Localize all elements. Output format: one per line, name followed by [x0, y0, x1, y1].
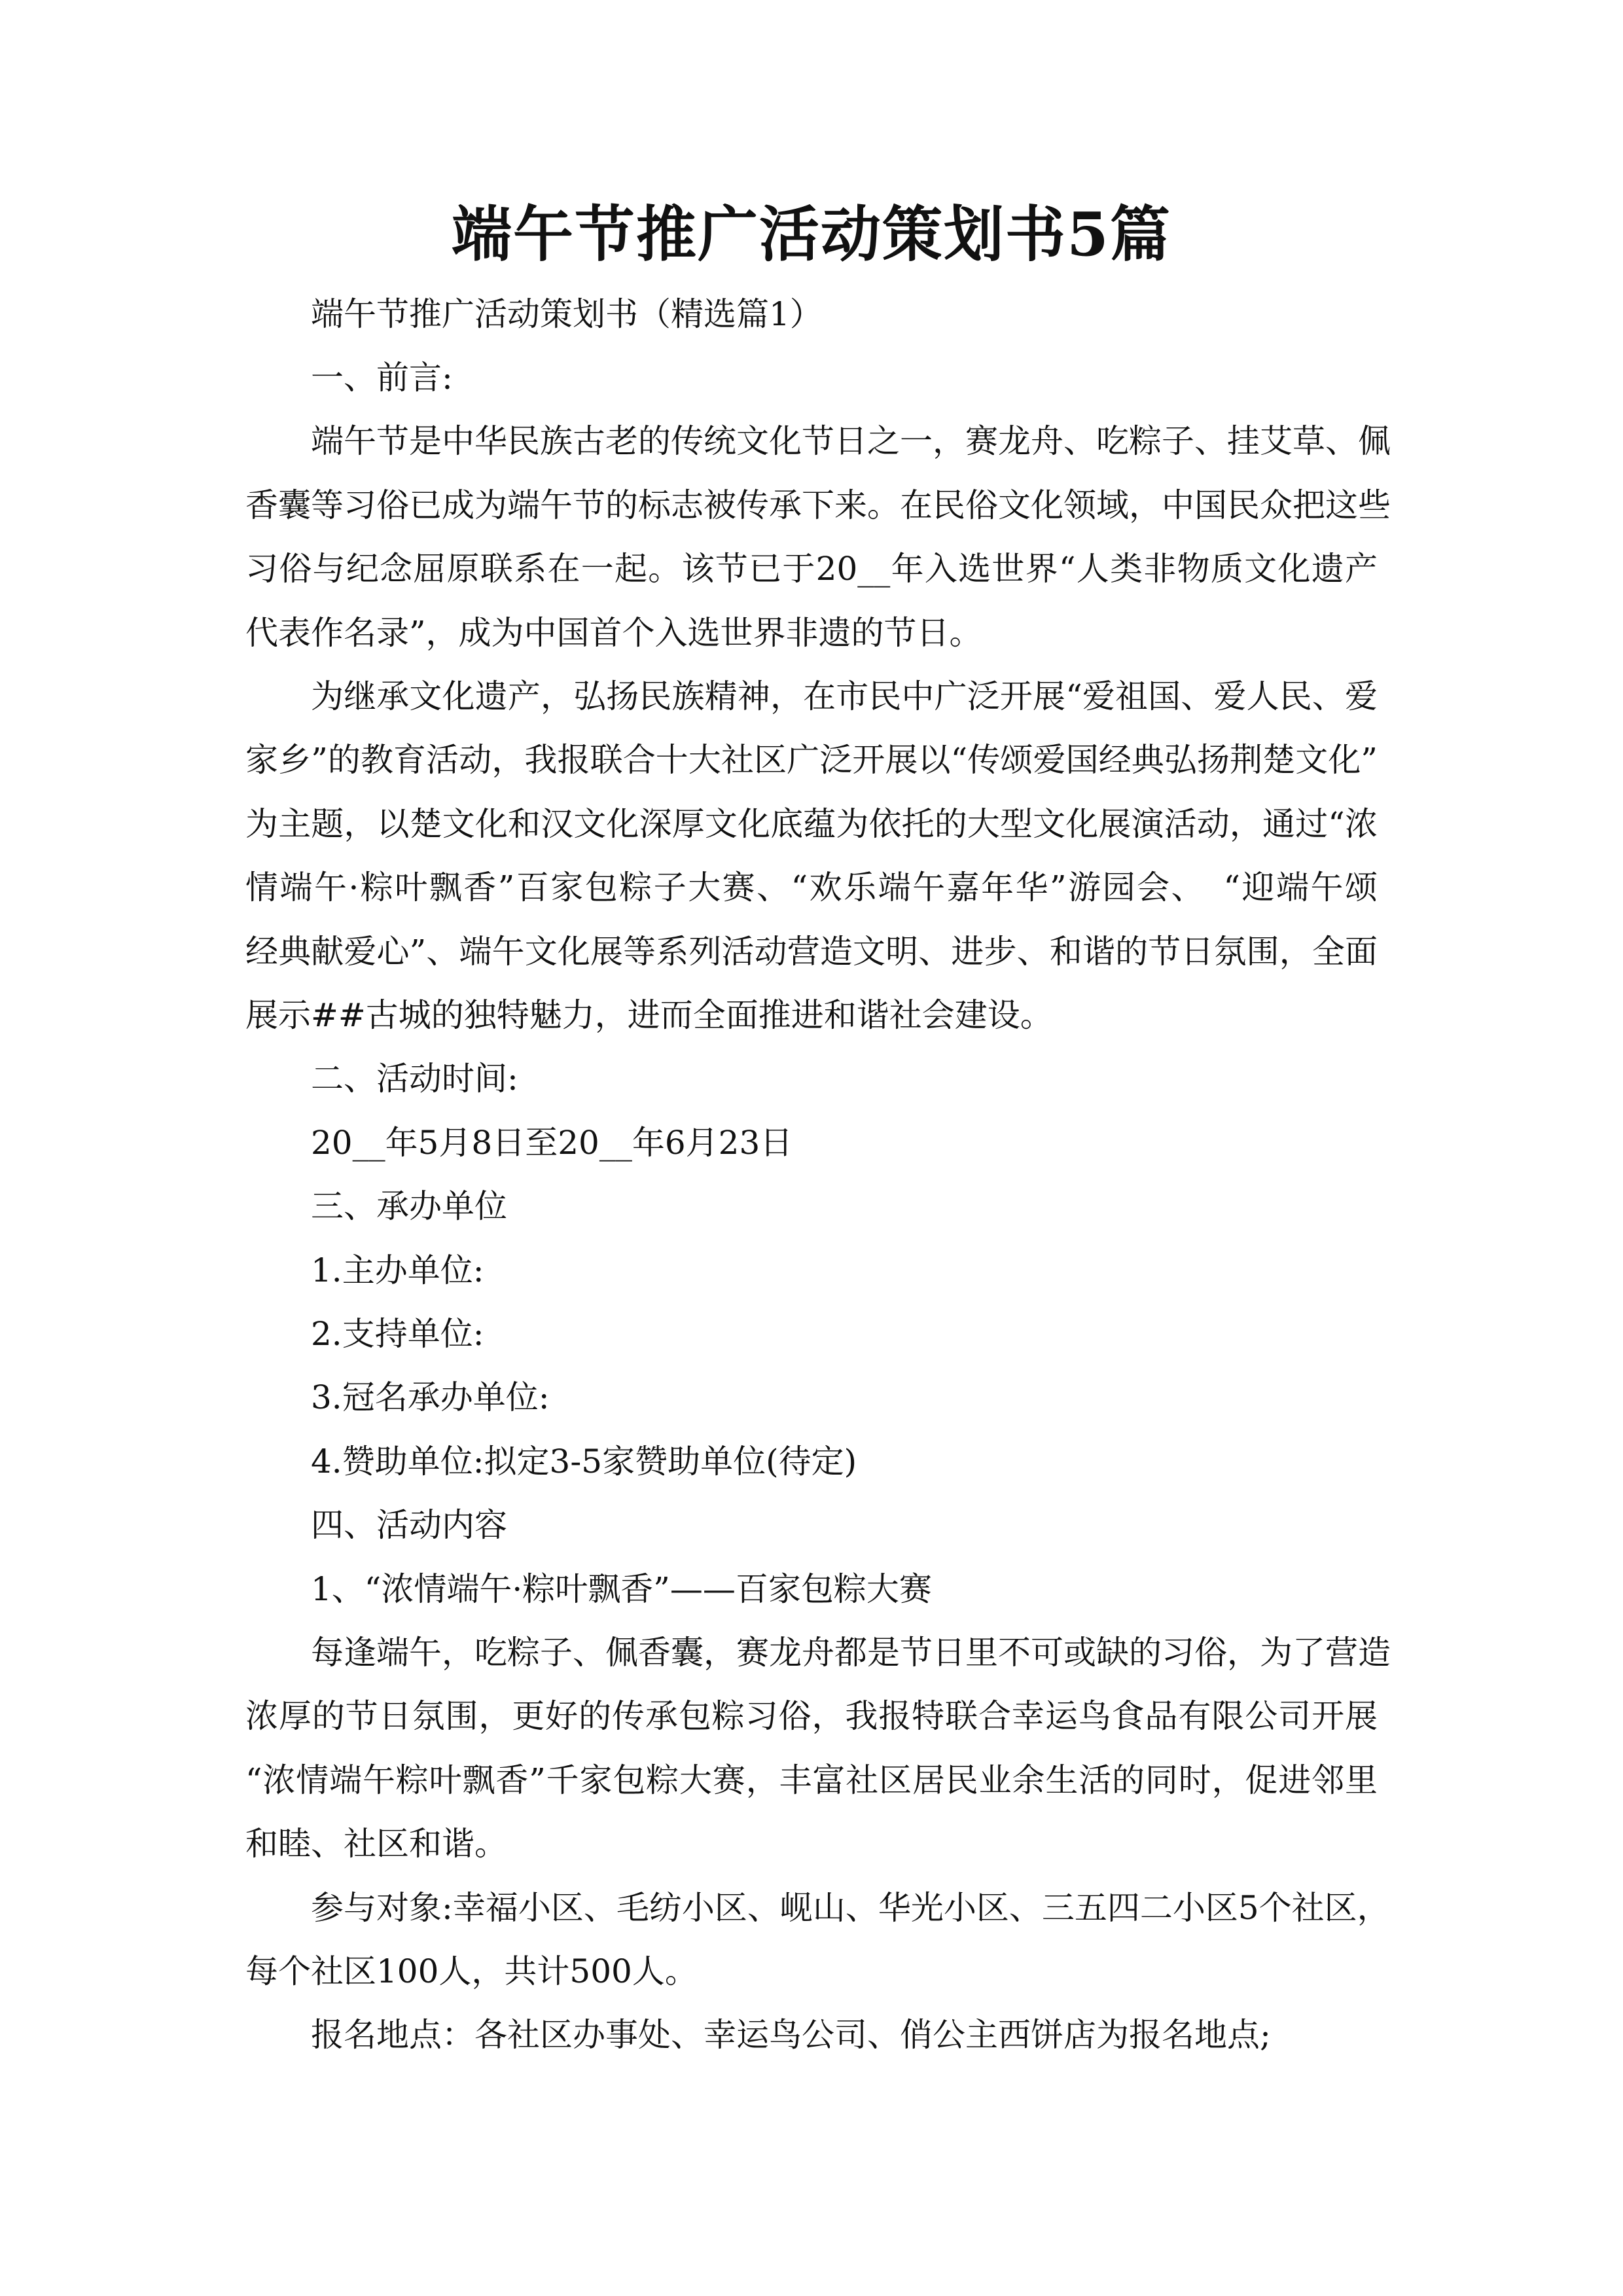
- paragraph-line: 家乡”的教育活动，我报联合十大社区广泛开展以“传颂爱国经典弘扬荆楚文化”: [245, 741, 1378, 779]
- paragraph-line: 香囊等习俗已成为端午节的标志被传承下来。在民俗文化领域，中国民众把这些: [245, 486, 1391, 524]
- paragraph-line: 为主题，以楚文化和汉文化深厚文化底蕴为依托的大型文化展演活动，通过“浓: [245, 805, 1378, 843]
- paragraph-line: 报名地点：各社区办事处、幸运鸟公司、俏公主西饼店为报名地点;: [311, 2016, 1271, 2054]
- list-item: 1.主办单位:: [311, 1251, 484, 1289]
- paragraph-line: 和睦、社区和谐。: [245, 1825, 507, 1863]
- paragraph-line: 浓厚的节日氛围，更好的传承包粽习俗，我报特联合幸运鸟食品有限公司开展: [245, 1697, 1378, 1735]
- heading-activity-time: 二、活动时间:: [311, 1060, 518, 1098]
- list-item: 3.冠名承办单位:: [311, 1378, 550, 1416]
- document-title: 端午节推广活动策划书5篇: [451, 199, 1171, 270]
- paragraph-line: 情端午·粽叶飘香”百家包粽子大赛、“欢乐端午嘉年华”游园会、 “迎端午颂: [245, 869, 1378, 906]
- paragraph-line: 经典献爱心”、端午文化展等系列活动营造文明、进步、和谐的节日氛围，全面: [245, 933, 1378, 971]
- paragraph-line: 习俗与纪念屈原联系在一起。该节已于20__年入选世界“人类非物质文化遗产: [245, 550, 1378, 588]
- heading-activity-content: 四、活动内容: [311, 1506, 507, 1544]
- paragraph-line: 为继承文化遗产，弘扬民族精神，在市民中广泛开展“爱祖国、爱人民、爱: [311, 677, 1378, 715]
- paragraph-line: 代表作名录”，成为中国首个入选世界非遗的节日。: [245, 614, 982, 652]
- heading-preface: 一、前言:: [311, 359, 453, 397]
- activity-time-value: 20__年5月8日至20__年6月23日: [311, 1124, 793, 1162]
- heading-organizers: 三、承办单位: [311, 1187, 507, 1225]
- paragraph-line: 展示##古城的独特魅力，进而全面推进和谐社会建设。: [245, 996, 1053, 1034]
- paragraph-line: 每个社区100人，共计500人。: [245, 1952, 698, 1990]
- section-subtitle: 端午节推广活动策划书（精选篇1）: [311, 295, 823, 333]
- subheading-activity-1: 1、“浓情端午·粽叶飘香”——百家包粽大赛: [311, 1570, 932, 1608]
- paragraph-line: “浓情端午粽叶飘香”千家包粽大赛，丰富社区居民业余生活的同时，促进邻里: [245, 1761, 1378, 1799]
- paragraph-line: 参与对象:幸福小区、毛纺小区、岘山、华光小区、三五四二小区5个社区，: [311, 1889, 1390, 1927]
- paragraph-line: 每逢端午，吃粽子、佩香囊，赛龙舟都是节日里不可或缺的习俗，为了营造: [311, 1634, 1391, 1672]
- list-item: 4.赞助单位:拟定3-5家赞助单位(待定): [311, 1443, 857, 1480]
- list-item: 2.支持单位:: [311, 1315, 484, 1353]
- paragraph-line: 端午节是中华民族古老的传统文化节日之一，赛龙舟、吃粽子、挂艾草、佩: [311, 422, 1391, 460]
